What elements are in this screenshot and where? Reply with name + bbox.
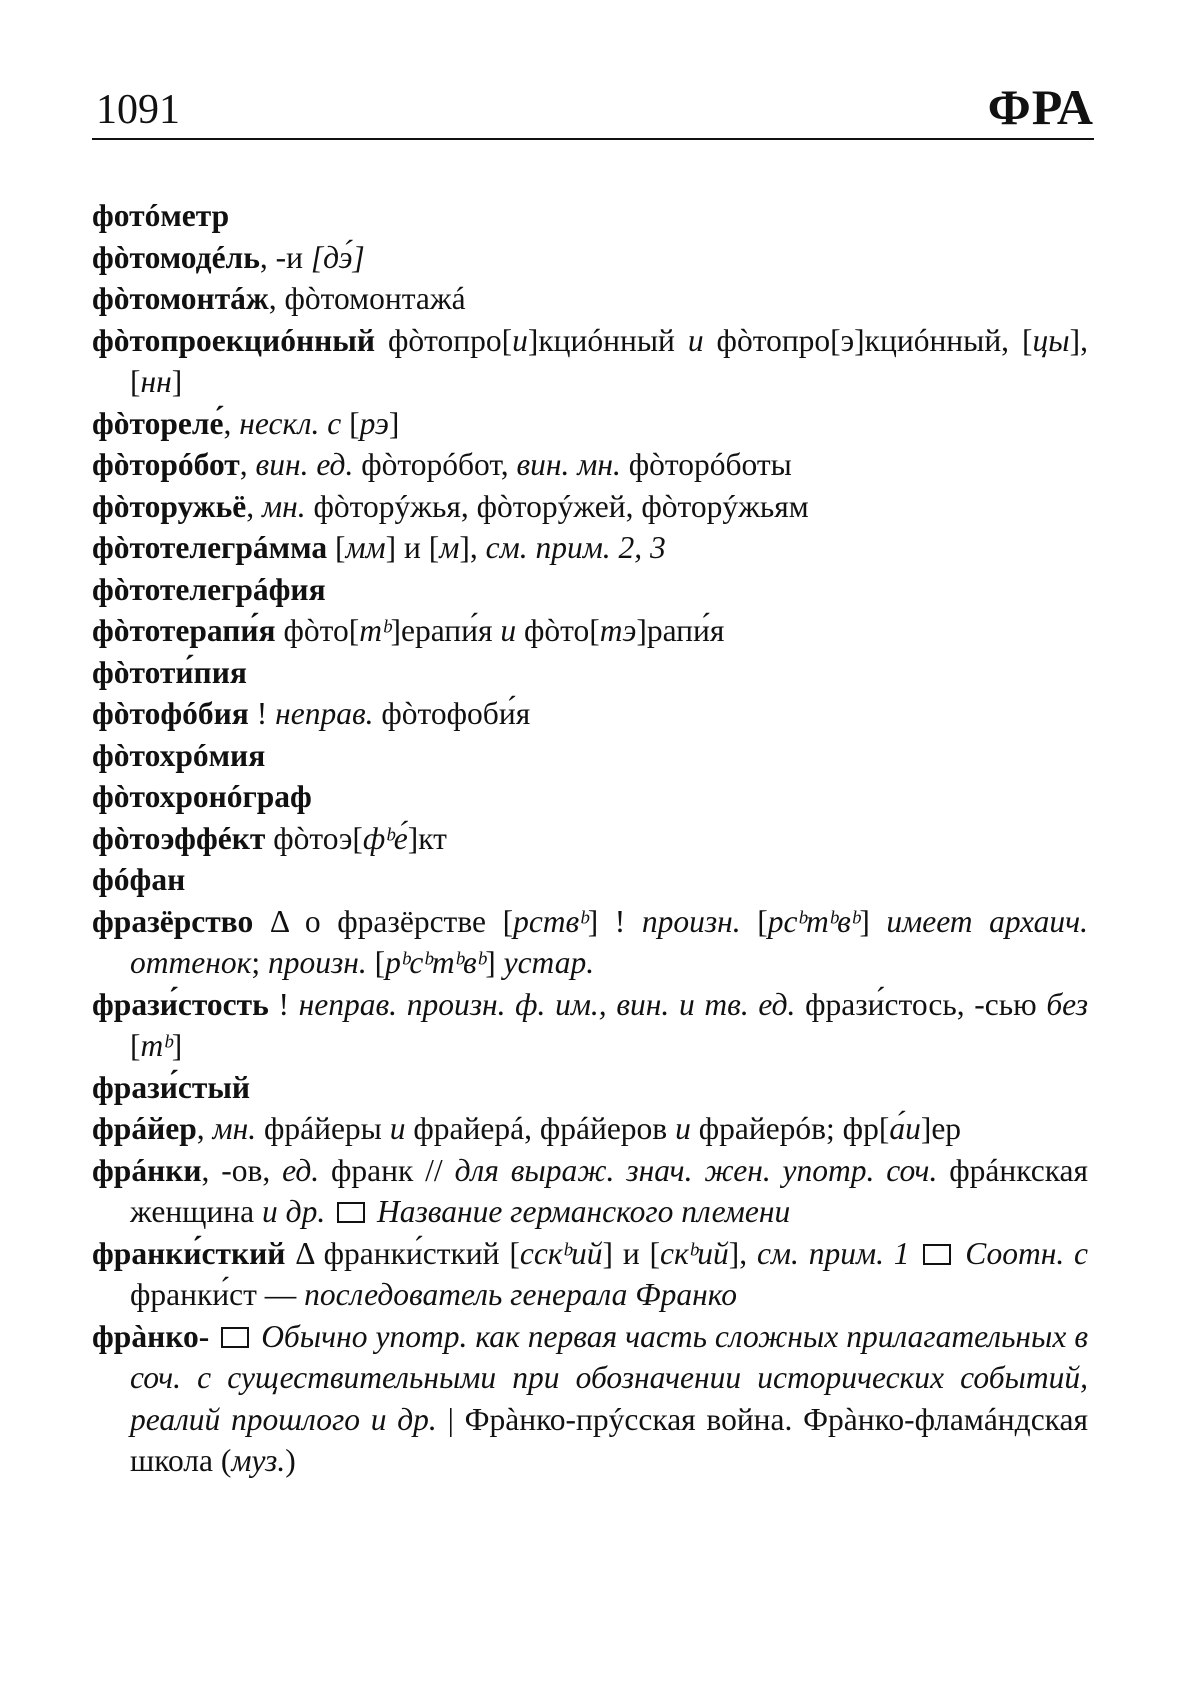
entry-text: [ — [130, 1028, 141, 1063]
note-box-icon — [337, 1202, 365, 1223]
entry-text: ] и [ — [385, 530, 440, 565]
italic-note: Обычно употр. как первая часть сложных прилагательных в соч. с существительными при обозначении исторических событий, реалий прошлого и др. — [130, 1318, 1089, 1437]
italic-note: неправ. — [275, 696, 374, 731]
entry-text: франки́ст — — [130, 1277, 305, 1312]
headword: фрáнки — [92, 1152, 202, 1188]
dictionary-entry — [92, 652, 1088, 694]
headword: фòтореле́ — [92, 405, 224, 441]
entry-text: ] — [171, 1028, 183, 1063]
dictionary-entry — [92, 1108, 1088, 1150]
italic-note: и др. — [262, 1194, 326, 1229]
italic-note: [дэ́] — [310, 239, 365, 275]
dictionary-entry — [92, 693, 1088, 735]
entry-text: фрази́стось, -сью — [795, 986, 1047, 1022]
italic-note: тэ — [599, 613, 637, 648]
headword: фòтотелегрáфия — [92, 571, 326, 607]
headword: фòтотерапи́я — [92, 613, 276, 648]
italic-note: ед. — [282, 1152, 320, 1188]
italic-note: фᵇе́ — [362, 820, 408, 856]
entry-text — [325, 1194, 333, 1229]
entry-text: [ — [740, 903, 768, 939]
dictionary-entry — [92, 818, 1088, 860]
headword: фòтомодéль — [92, 239, 260, 275]
entry-text: фòто[ — [516, 613, 600, 648]
dictionary-entries — [92, 195, 1088, 1482]
headword: фòтохронóграф — [92, 779, 312, 814]
headword: фòторóбот — [92, 447, 240, 482]
dictionary-entry — [92, 403, 1088, 445]
entry-text: ) — [285, 1443, 296, 1478]
entry-text: фòторýжья, фòторýжей, фòторýжьям — [305, 488, 809, 524]
entry-text: фòтоэ[ — [265, 820, 363, 856]
entry-text — [669, 987, 679, 1022]
italic-note: и тв. ед. — [678, 986, 796, 1022]
dictionary-entry — [92, 320, 1088, 403]
entry-text — [955, 1236, 965, 1271]
italic-note: тᵇ — [359, 613, 391, 648]
italic-note: устар. — [503, 945, 595, 980]
page-number: 1091 — [96, 87, 180, 133]
entry-text: фрáйеры — [256, 1111, 390, 1146]
italic-note: Название германского племени — [376, 1194, 791, 1229]
entry-text: Δ о фразёрстве [ — [253, 903, 514, 939]
entry-text: , — [196, 1111, 213, 1146]
entry-text: [ — [327, 530, 346, 565]
dictionary-entry — [92, 1150, 1088, 1233]
italic-note: вин. ед. — [255, 447, 354, 482]
entry-text: ]кт — [407, 820, 447, 856]
headword: фòтотелегрáмма — [92, 530, 328, 565]
italic-note: последователь генерала Франко — [304, 1277, 738, 1312]
entry-text: ]кциóнный — [527, 322, 688, 358]
entry-text: | Фрàнко-прýсская война. Фрàнко-фламáндская школа ( — [130, 1401, 1088, 1478]
italic-note: тᵇ — [140, 1028, 172, 1063]
italic-note: цы — [1032, 322, 1070, 358]
entry-text: фòтофоби́я — [373, 696, 531, 731]
italic-note: произн. — [267, 945, 367, 980]
entry-text — [369, 1194, 377, 1229]
headword: фрàнко- — [92, 1318, 210, 1354]
italic-note: и — [675, 1111, 691, 1146]
entry-text: ]ерапи́я — [390, 613, 501, 648]
entry-text: фòторóбот, — [353, 447, 517, 482]
italic-note: Соотн. с — [965, 1235, 1089, 1271]
entry-text: фòторóботы — [620, 447, 792, 482]
entry-text: , — [223, 405, 240, 441]
entry-text: , -и — [259, 239, 311, 275]
dictionary-entry — [92, 1067, 1088, 1109]
entry-text: ; — [251, 945, 268, 980]
dictionary-entry — [92, 1233, 1088, 1316]
entry-text — [910, 1236, 920, 1271]
headword: фразёрство — [92, 903, 254, 939]
entry-text: фрáнкская женщина — [130, 1152, 1088, 1229]
dictionary-entry — [92, 195, 1088, 237]
dictionary-entry — [92, 278, 1088, 320]
italic-note: вин. мн. — [516, 447, 621, 482]
dictionary-entry — [92, 486, 1088, 528]
italic-note: мн. — [262, 488, 306, 524]
headword: фòторужьё — [92, 488, 247, 524]
entry-text: , — [239, 447, 256, 482]
headword: фотóметр — [92, 198, 230, 233]
page-header — [92, 76, 1094, 138]
italic-note: и — [687, 322, 704, 358]
entry-text: ] ! — [587, 903, 642, 939]
italic-note: а́и — [889, 1111, 921, 1146]
entry-text: [ — [366, 945, 386, 980]
entry-text — [209, 1319, 217, 1354]
italic-note: скᵇий — [660, 1235, 729, 1271]
italic-note: м — [439, 530, 460, 565]
italic-note: рэ — [359, 405, 389, 441]
headword: фòтоти́пия — [92, 654, 247, 690]
entry-text: ]рапи́я — [636, 613, 725, 648]
entry-text: ! — [268, 986, 299, 1022]
entry-text: ], — [728, 1235, 757, 1271]
italic-note: неправ. произн. ф. им., вин. — [298, 986, 670, 1022]
italic-note: имеет архаич. оттенок — [130, 903, 1088, 980]
italic-note: и — [512, 322, 528, 358]
entry-text: ] — [171, 364, 183, 399]
entry-text: [ — [341, 405, 360, 441]
headword: фóфан — [92, 862, 186, 897]
dictionary-entry — [92, 735, 1088, 777]
headword: франки́сткий — [92, 1235, 286, 1271]
note-box-icon — [221, 1327, 249, 1348]
italic-note: произн. — [641, 903, 741, 939]
dictionary-entry — [92, 237, 1088, 279]
italic-note: сскᵇий — [519, 1235, 603, 1271]
italic-note: без — [1046, 986, 1089, 1022]
dictionary-entry — [92, 859, 1088, 901]
entry-text: ], [ — [130, 322, 1088, 399]
headword: фòтопроекциóнный — [92, 322, 375, 358]
entry-text: ] — [388, 405, 400, 441]
dictionary-entry — [92, 1316, 1088, 1482]
note-box-icon — [923, 1244, 951, 1265]
headword: фрáйер — [92, 1111, 197, 1146]
dictionary-entry — [92, 527, 1088, 569]
headword: фòтофóбия — [92, 696, 249, 731]
entry-text: , фòтомонтажá — [268, 281, 466, 316]
headword: фрази́стость — [92, 986, 269, 1022]
italic-note: см. прим. 2, 3 — [485, 530, 666, 565]
entry-text: Δ франки́сткий [ — [285, 1235, 520, 1271]
entry-text: фòтопро[э]кциóнный, [ — [703, 322, 1033, 358]
italic-note: муз. — [231, 1443, 286, 1478]
headword: фòтохрóмия — [92, 737, 266, 773]
italic-note: рᵇсᵇтᵇвᵇ — [385, 945, 486, 980]
entry-text: франк // — [319, 1152, 455, 1188]
headword: фòтомонтáж — [92, 281, 269, 316]
entry-text: ], — [459, 530, 486, 565]
italic-note: и — [500, 613, 517, 648]
italic-note: мн. — [212, 1111, 257, 1146]
header-rule — [92, 138, 1094, 140]
italic-note: рсᵇтᵇвᵇ — [767, 903, 860, 939]
entry-text: ]ер — [920, 1111, 962, 1146]
italic-note: нн — [140, 364, 172, 399]
italic-note: мм — [345, 530, 386, 565]
italic-note: нескл. с — [239, 405, 342, 441]
dictionary-entry — [92, 610, 1088, 652]
entry-text: ] и [ — [602, 1235, 661, 1271]
italic-note: см. прим. 1 — [756, 1235, 910, 1271]
dictionary-entry — [92, 569, 1088, 611]
italic-note: рствᵇ — [513, 903, 588, 939]
entry-text: ] — [859, 903, 887, 939]
dictionary-entry — [92, 776, 1088, 818]
entry-text: , -ов, — [201, 1152, 283, 1188]
entry-text: фòто[ — [275, 613, 360, 648]
entry-text: фòтопро[ — [375, 322, 513, 358]
entry-text: , — [246, 488, 263, 524]
dictionary-entry — [92, 901, 1088, 984]
running-head: ФРА — [987, 79, 1094, 135]
entry-text: фрайерá, фрáйеров — [405, 1111, 676, 1146]
headword: фòтоэффéкт — [92, 820, 266, 856]
entry-text — [253, 1319, 261, 1354]
dictionary-entry — [92, 984, 1088, 1067]
entry-text: ! — [248, 696, 276, 731]
italic-note: и — [389, 1111, 406, 1146]
entry-text: фрайерóв; фр[ — [690, 1111, 890, 1146]
headword: фрази́стый — [92, 1069, 251, 1105]
entry-text: ] — [485, 945, 504, 980]
dictionary-entry — [92, 444, 1088, 486]
italic-note: для выраж. знач. жен. употр. соч. — [454, 1152, 938, 1188]
